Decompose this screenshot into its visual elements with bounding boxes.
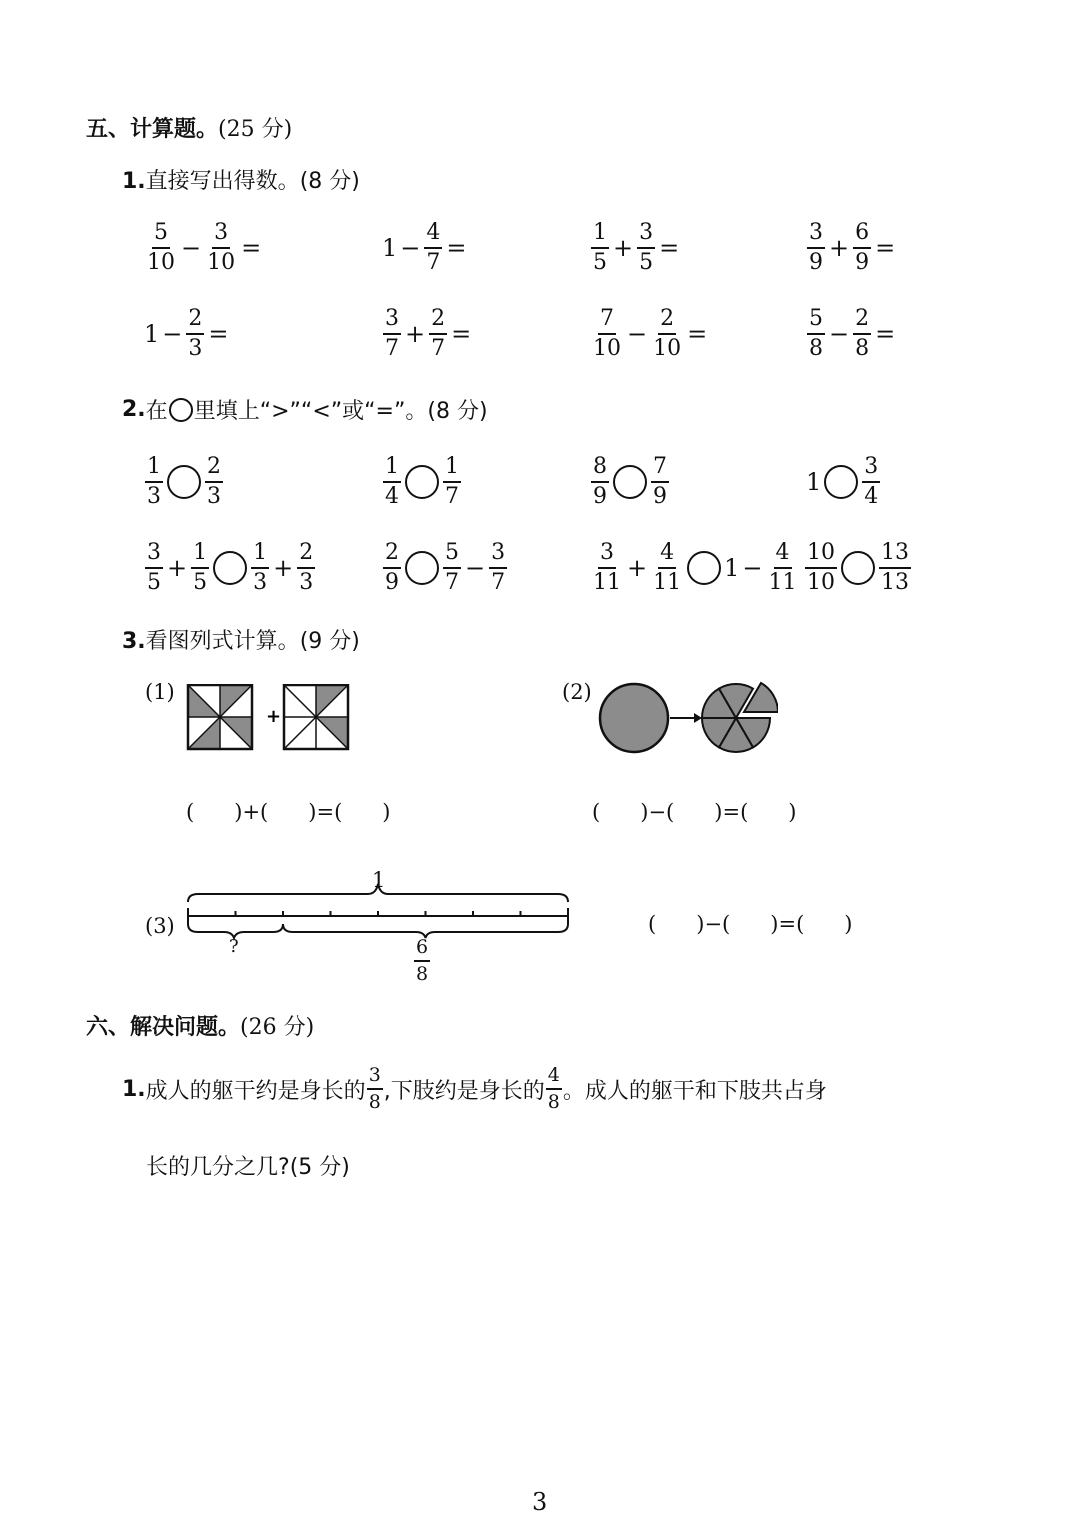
operator: + (273, 554, 294, 582)
section-6-title (86, 1010, 314, 1041)
page-number: 3 (532, 1488, 548, 1516)
whole-number: 1 (382, 234, 398, 262)
section-title-text: 五、计算题。 (86, 117, 219, 142)
answer-area[interactable] (122, 1200, 952, 1450)
fraction: $\frac{10}{10}$ (807, 540, 835, 595)
equals-sign: = (451, 320, 472, 348)
q1-item-8 (806, 308, 898, 360)
q2-item-2 (382, 456, 462, 508)
operator: + (405, 320, 426, 348)
fraction: $\frac{8}{9}$ (593, 454, 607, 509)
question-points: (8 分) (299, 169, 360, 194)
fraction: $\frac{2}{3}$ (207, 454, 221, 509)
fraction: $\frac{2}{10}$ (653, 306, 682, 361)
fraction: $\frac{3}{10}$ (207, 220, 236, 275)
operator: − (465, 554, 486, 582)
q1-item-5 (144, 308, 232, 360)
question-number: 1. (122, 169, 146, 194)
figure-2-label: (2) (562, 680, 592, 704)
operator: − (400, 234, 421, 262)
operator: + (829, 234, 850, 262)
equals-sign: = (687, 320, 708, 348)
whole-number: 1 (806, 468, 822, 496)
question-text: 里填上“>”“<”或“=”。 (193, 399, 428, 424)
fraction: $\frac{5}{7}$ (445, 540, 459, 595)
fraction: $\frac{3}{5}$ (147, 540, 161, 595)
section-title-text: 六、解决问题。 (86, 1015, 241, 1040)
fraction: $\frac{3}{9}$ (809, 220, 823, 275)
figure-1-label: (1) (145, 680, 175, 704)
operator: − (162, 320, 183, 348)
compare-circle[interactable] (824, 465, 858, 499)
fraction: $\frac{5}{8}$ (809, 306, 823, 361)
operator: − (181, 234, 202, 262)
compare-circle[interactable] (687, 551, 721, 585)
question-points: (8 分) (427, 399, 488, 424)
q1-item-3 (590, 222, 682, 274)
fraction: $\frac{1}{4}$ (385, 454, 399, 509)
fraction: $\frac{2}{3}$ (299, 540, 314, 595)
q2-item-7 (590, 542, 800, 594)
q2-item-8 (804, 542, 912, 594)
equals-sign: = (446, 234, 467, 262)
q1-item-1 (144, 222, 264, 274)
question-text: 看图列式计算。 (145, 629, 300, 654)
problem-points: (5 分) (289, 1155, 350, 1180)
q1-item-6 (382, 308, 474, 360)
compare-circle[interactable] (405, 551, 439, 585)
fraction: $\frac{6}{9}$ (855, 220, 870, 275)
operator: − (829, 320, 850, 348)
q2-item-4 (806, 456, 881, 508)
fraction: $\frac{4}{11}$ (653, 540, 682, 595)
figure-1-answer-blanks[interactable]: ( )+( )=( ) (186, 800, 391, 824)
fraction: $\frac{4}{7}$ (426, 220, 441, 275)
fraction: $\frac{3}{4}$ (864, 454, 879, 509)
problem-1-line-1 (122, 1066, 827, 1112)
q1-item-7 (590, 308, 710, 360)
q1-item-2 (382, 222, 470, 274)
fraction: $\frac{3}{8}$ (368, 1064, 381, 1113)
number-line-unknown-label: ? (229, 936, 239, 957)
operator: + (167, 554, 188, 582)
question-3-heading (122, 624, 360, 655)
q2-item-5 (144, 542, 316, 594)
question-1-heading (122, 164, 360, 195)
problem-number: 1. (122, 1076, 146, 1102)
equals-sign: = (208, 320, 229, 348)
section-points: (26 分) (240, 1015, 315, 1040)
fraction: $\frac{3}{7}$ (385, 306, 399, 361)
question-text: 在 (145, 399, 168, 424)
number-line-fraction-label (413, 938, 431, 984)
fraction: $\frac{2}{8}$ (855, 306, 870, 361)
equals-sign: = (241, 234, 262, 262)
problem-text: 。成人的躯干和下肢共占身 (562, 1078, 827, 1104)
question-2-heading (122, 394, 488, 425)
fraction: $\frac{7}{9}$ (653, 454, 667, 509)
square-left (188, 685, 252, 749)
fraction: $\frac{1}{5}$ (193, 540, 208, 595)
q1-item-4 (806, 222, 898, 274)
equals-sign: = (659, 234, 680, 262)
operator: − (627, 320, 648, 348)
fraction: $\frac{4}{8}$ (547, 1064, 560, 1113)
whole-circle (600, 684, 668, 752)
figure-3-answer-blanks[interactable]: ( )−( )=( ) (648, 912, 853, 936)
fraction: $\frac{3}{7}$ (491, 540, 506, 595)
plus-sign: + (266, 706, 282, 727)
arrow-head-icon (694, 713, 702, 723)
problem-text: 成人的躯干约是身长的 (145, 1078, 366, 1104)
fraction: $\frac{2}{9}$ (385, 540, 399, 595)
fraction: $\frac{3}{5}$ (639, 220, 654, 275)
question-points: (9 分) (299, 629, 360, 654)
operator: + (613, 234, 634, 262)
q2-item-6 (382, 542, 508, 594)
compare-circle[interactable] (167, 465, 201, 499)
fraction: $\frac{4}{11}$ (768, 540, 797, 595)
problem-text: ,下肢约是身长的 (383, 1078, 545, 1104)
compare-circle[interactable] (613, 465, 647, 499)
section-points: (25 分) (218, 117, 293, 142)
figure-1-squares (186, 684, 356, 752)
fraction: $\frac{5}{10}$ (147, 220, 175, 275)
cut-circle (702, 683, 778, 752)
question-number: 2. (122, 397, 146, 422)
fraction: $\frac{6}{8}$ (416, 936, 429, 985)
operator: + (627, 554, 648, 582)
q2-item-3 (590, 456, 670, 508)
whole-number: 1 (144, 320, 160, 348)
fraction: $\frac{3}{11}$ (593, 540, 621, 595)
compare-circle[interactable] (841, 551, 875, 585)
figure-2-answer-blanks[interactable]: ( )−( )=( ) (592, 800, 797, 824)
equals-sign: = (875, 320, 896, 348)
compare-circle[interactable] (405, 465, 439, 499)
problem-1-line-2 (146, 1150, 350, 1181)
question-number: 3. (122, 629, 146, 654)
fraction: $\frac{7}{10}$ (593, 306, 621, 361)
fraction: $\frac{1}{5}$ (593, 220, 607, 275)
number-line-whole-label: 1 (372, 868, 386, 892)
figure-2-circles (598, 680, 778, 756)
operator: − (742, 554, 763, 582)
fraction: $\frac{2}{7}$ (431, 306, 446, 361)
fraction: $\frac{2}{3}$ (188, 306, 203, 361)
section-5-title (86, 112, 292, 143)
compare-circle[interactable] (213, 551, 247, 585)
fraction: $\frac{13}{13}$ (881, 540, 909, 595)
problem-text: 长的几分之几? (146, 1155, 290, 1180)
figure-3-label: (3) (145, 914, 175, 938)
fraction: $\frac{1}{7}$ (445, 454, 459, 509)
whole-number: 1 (724, 554, 740, 582)
circle-icon (169, 398, 193, 422)
square-right (284, 685, 348, 749)
equals-sign: = (875, 234, 896, 262)
q2-item-1 (144, 456, 224, 508)
fraction: $\frac{1}{3}$ (253, 540, 268, 595)
question-text: 直接写出得数。 (145, 169, 300, 194)
fraction: $\frac{1}{3}$ (147, 454, 161, 509)
